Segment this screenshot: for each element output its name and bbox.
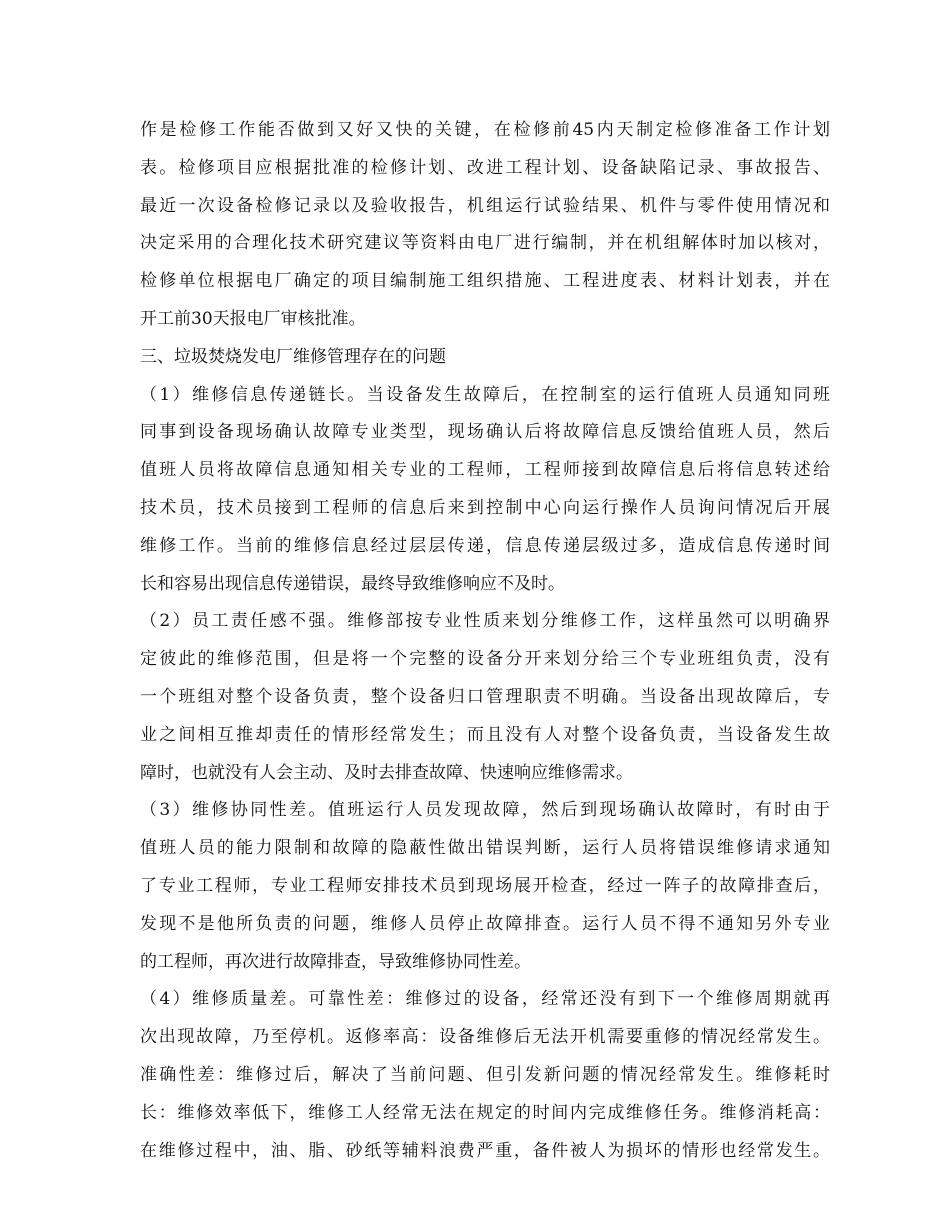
- text-line: 一个班组对整个设备负责，整个设备归口管理职责不明确。当设备出现故障后，专: [140, 686, 830, 707]
- text-line: 长和容易出现信息传递错误，最终导致维修响应不及时。: [140, 573, 565, 594]
- text-line: 值班人员将故障信息通知相关专业的工程师，工程师接到故障信息后将信息转述给: [140, 460, 830, 481]
- text-line: 了专业工程师，专业工程师安排技术员到现场展开检查，经过一阵子的故障排查后，: [140, 875, 830, 896]
- text-line: 同事到设备现场确认故障专业类型，现场确认后将故障信息反馈给值班人员，然后: [140, 422, 830, 443]
- document-body: [140, 112, 830, 1170]
- text-line: 表。检修项目应根据批准的检修计划、改进工程计划、设备缺陷记录、事故报告、: [140, 157, 830, 178]
- text-line: 定彼此的维修范围，但是将一个完整的设备分开来划分给三个专业班组负责，没有: [140, 649, 830, 670]
- text-line: 次出现故障，乃至停机。返修率高：设备维修后无法开机需要重修的情况经常发生。: [140, 1027, 830, 1048]
- text-line: （2）员工责任感不强。维修部按专业性质来划分维修工作，这样虽然可以明确界: [140, 611, 830, 632]
- text-line: （1）维修信息传递链长。当设备发生故障后，在控制室的运行值班人员通知同班: [140, 384, 830, 405]
- text-line: 值班人员的能力限制和故障的隐蔽性做出错误判断，运行人员将错误维修请求通知: [140, 838, 830, 859]
- text-line: 在维修过程中，油、脂、砂纸等辅料浪费严重，备件被人为损坏的情形也经常发生。: [140, 1140, 830, 1161]
- text-line: 发现不是他所负责的问题，维修人员停止故障排查。运行人员不得不通知另外专业: [140, 913, 830, 934]
- text-line: 检修单位根据电厂确定的项目编制施工组织措施、工程进度表、材料计划表，并在: [140, 271, 830, 292]
- text-line: 开工前30天报电厂审核批准。: [140, 308, 366, 329]
- section-heading: 三、垃圾焚烧发电厂维修管理存在的问题: [140, 346, 446, 367]
- text-line: 业之间相互推却责任的情形经常发生；而且没有人对整个设备负责，当设备发生故: [140, 724, 830, 745]
- text-line: 维修工作。当前的维修信息经过层层传递，信息传递层级过多，造成信息传递时间: [140, 535, 830, 556]
- text-line: （4）维修质量差。可靠性差：维修过的设备，经常还没有到下一个维修周期就再: [140, 989, 830, 1010]
- text-line: 的工程师，再次进行故障排查，导致维修协同性差。: [140, 951, 531, 972]
- text-line: 决定采用的合理化技术研究建议等资料由电厂进行编制，并在机组解体时加以核对，: [140, 233, 830, 254]
- text-line: 技术员，技术员接到工程师的信息后来到控制中心向运行操作人员询问情况后开展: [140, 497, 830, 518]
- text-line: 准确性差：维修过后，解决了当前问题、但引发新问题的情况经常发生。维修耗时: [140, 1064, 830, 1085]
- text-line: 作是检修工作能否做到又好又快的关键，在检修前45内天制定检修准备工作计划: [140, 120, 830, 140]
- text-line: （3）维修协同性差。值班运行人员发现故障，然后到现场确认故障时，有时由于: [140, 800, 830, 821]
- text-line: 最近一次设备检修记录以及验收报告，机组运行试验结果、机件与零件使用情况和: [140, 195, 830, 216]
- text-line: 障时，也就没有人会主动、及时去排查故障、快速响应维修需求。: [140, 762, 633, 783]
- text-line: 长：维修效率低下，维修工人经常无法在规定的时间内完成维修任务。维修消耗高：: [140, 1102, 830, 1123]
